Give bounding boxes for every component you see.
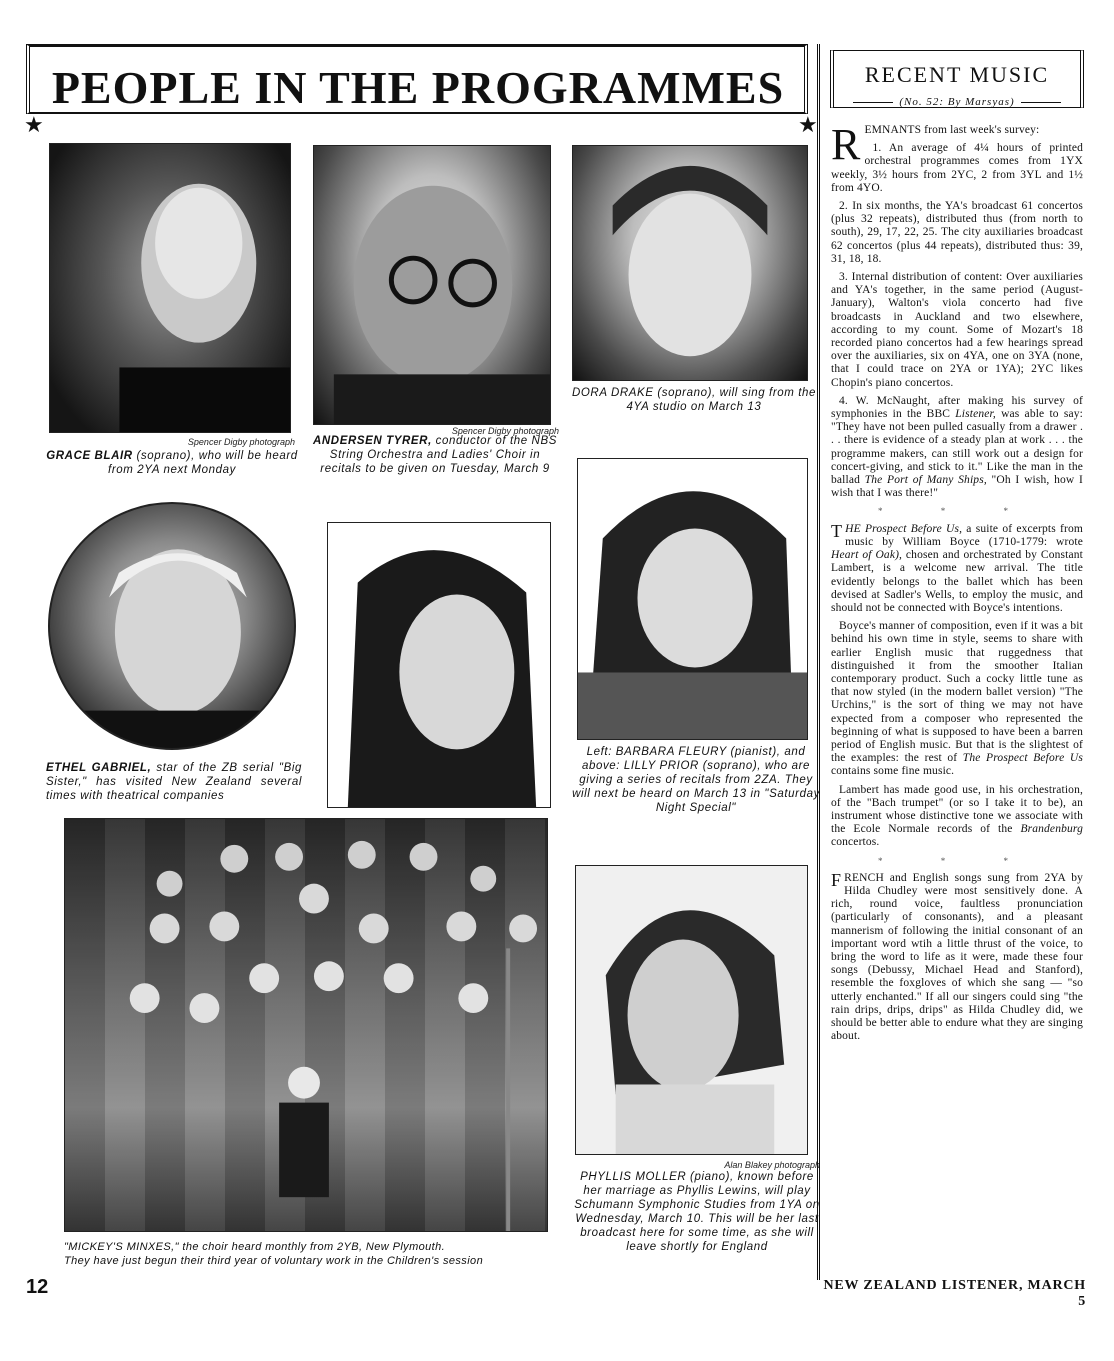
drop-cap: R: [831, 120, 861, 169]
article-paragraph: Lambert has made good use, in his orchestration, of the "Bach trumpet" (or so I take it to be), an instrument whose distinctive tone we associate with the Ecole Normale records of the Brandenburg concertos.: [831, 783, 1083, 849]
photo-barbara-fleury: [577, 458, 808, 740]
photo-credit: Spencer Digby photograph: [451, 426, 559, 436]
drop-cap: F: [831, 869, 842, 890]
recent-music-byline: (No. 52: By Marsyas): [830, 96, 1084, 108]
page-number: 12: [26, 1276, 49, 1298]
caption-grace-blair: GRACE BLAIR (soprano), who will be heard from 2YA next Monday: [46, 450, 298, 476]
article-paragraph: REMNANTS from last week's survey:: [831, 120, 1040, 169]
caption-phyllis-moller: PHYLLIS MOLLER (piano), known before her marriage as Phyllis Lewins, will play Schumann Symphonic Studies from 1YA on Wednesday, March 10. This will be her last broadcast here for some time, as she will leave shortly for England: [574, 1171, 820, 1253]
photo-andersen-tyrer: [313, 145, 551, 425]
photo-grace-blair: [49, 143, 291, 433]
section-break-stars: * * *: [878, 855, 1036, 866]
star-icon: ★: [24, 112, 44, 137]
star-icon: ★: [798, 112, 818, 137]
article-paragraph: 4. W. McNaught, after making his survey of symphonies in the BBC Listener, was able to say: "They have not been pulled casually from a drawer . . . there is evidence of a steady plan at work . . . the programme makers, can still work out a design for concert-giving, and stick to it." Like the man in the ballad The Port of Many Ships, "Oh I wish, how I wish that I was there!": [831, 394, 1083, 500]
article-paragraph: 3. Internal distribution of content: Over auxiliaries and YA's together, in the same period (August-January), Walton's viola concerto had five broadcasts in Auckland and two elsewhere, according to my count. Some of Mozart's 18 recorded piano concertos had a few hearings spread over the auxiliaries, six on 4YA, one on 3YA (none, that I could trace on 2YA or 1YA); 2YC likes Chopin's piano concertos.: [831, 271, 1083, 389]
photo-dora-drake: [572, 145, 808, 381]
photo-mickeys-minxes-choir: [64, 818, 548, 1232]
caption-barbara-lilly: Left: BARBARA FLEURY (pianist), and above: LILLY PRIOR (soprano), who are giving a series of recitals from 2ZA. They will next be heard on March 13 in "Saturday Night Special": [572, 746, 820, 814]
caption-andersen-tyrer: ANDERSEN TYRER, conductor of the NBS String Orchestra and Ladies' Choir in recitals to be given on Tuesday, March 9: [312, 435, 557, 475]
column-divider: [817, 44, 820, 1280]
photo-ethel-gabriel: [48, 502, 296, 750]
section-break-stars: * * *: [878, 506, 1036, 517]
drop-cap: T: [831, 520, 843, 541]
publication-footer: NEW ZEALAND LISTENER, MARCH 5: [823, 1278, 1086, 1309]
article-paragraph: 1. An average of 4¼ hours of printed orchestral programmes comes from 1YX weekly, 3½ hours from 2YC, 2 from 3YL and 1½ from 4YO.: [831, 142, 1083, 194]
photo-credit: Spencer Digby photograph: [187, 437, 295, 447]
article-paragraph: Boyce's manner of composition, even if it was a bit behind his own time in style, seems to share with earlier English music that ruggedness that distinguished it from the smoother Italian contemporary product. Such a cocky little tune as that now styled (in the modern ballet version) "The Urchins," is the sort of thing we may not have expected from a composer who represented the beginning of what is supposed to have been a barren period of English music. But that is the slightest of the examples: the rest of The Prospect Before Us contains some fine music.: [831, 620, 1083, 778]
caption-dora-drake: DORA DRAKE (soprano), will sing from the 4YA studio on March 13: [571, 387, 817, 413]
caption-mickeys-minxes: "MICKEY'S MINXES," the choir heard monthly from 2YB, New Plymouth. They have just begun their third year of voluntary work in the Children's session: [64, 1241, 484, 1267]
article-paragraph: THE Prospect Before Us, a suite of excerpts from music by William Boyce (1710-1779: wrote Heart of Oak), chosen and orchestrated by Constant Lambert, is a welcome new arrival. The title evidently belongs to the ballet which has been devised at Sadler's Wells, to employ the music, and should not be connected with Boyce's intentions.: [831, 520, 1083, 614]
article-paragraph: FRENCH and English songs sung from 2YA by Hilda Chudley were most sensitively done. A rich, round voice, faultless pronunciation (particularly of consonants), and a pleasant mannerism of following the initial consonant of an important word wtih a little thrust of the voice, to bring the word to life as it were, made these four songs (Debussy, Michael Head and Stanford), resemble the foxgloves of which she sang — "so utterly enchanted." If all our singers could sing "the rain drips, drips, drips" as Hilda Chudley did, we should be better able to endure what they are singing about.: [831, 869, 1083, 1043]
recent-music-article: [831, 120, 1083, 1048]
caption-ethel-gabriel: ETHEL GABRIEL, star of the ZB serial "Big Sister," has visited New Zealand several times with theatrical companies: [46, 762, 302, 802]
photo-lilly-prior: [327, 522, 551, 808]
recent-music-title: RECENT MUSIC: [864, 62, 1050, 87]
page-title: PEOPLE IN THE PROGRAMMES: [51, 62, 785, 113]
photo-credit: Alan Blakey photograph: [724, 1160, 820, 1170]
photo-phyllis-moller: [575, 865, 808, 1155]
article-paragraph: 2. In six months, the YA's broadcast 61 concertos (plus 32 repeats), distributed thus (from north to south), 29, 17, 22, 25. The city auxiliaries broadcast 62 concertos (plus 44 repeats), distributed thus: 39, 31, 18, 18.: [831, 200, 1083, 265]
